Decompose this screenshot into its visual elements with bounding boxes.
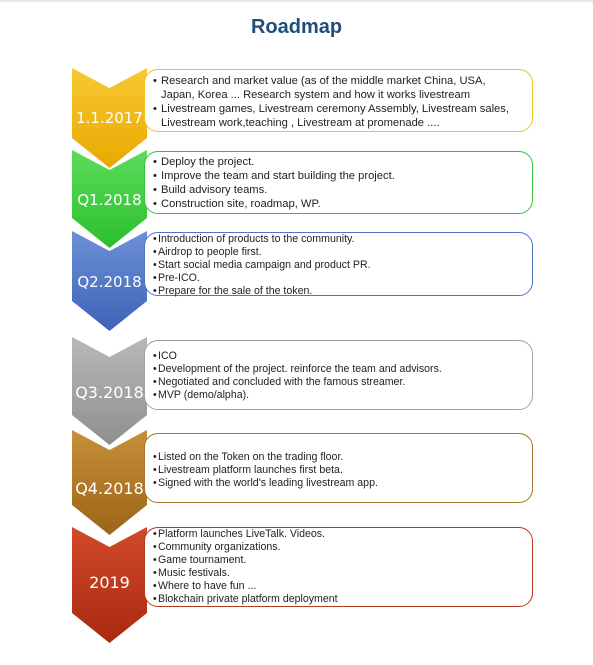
list-item: • Improve the team and start building the project. — [153, 169, 522, 183]
list-item: • Game tournament. — [153, 554, 522, 567]
stage-description-box — [144, 151, 533, 214]
list-item: • Build advisory teams. — [153, 183, 522, 197]
page-title: Roadmap — [250, 16, 343, 38]
stage-date-label: Q4.2018 — [75, 479, 144, 498]
stage-description-box — [144, 69, 533, 132]
stage-description-box — [144, 340, 533, 410]
stage-description-box — [144, 433, 533, 503]
list-item: • Signed with the world's leading livestream app. — [153, 477, 522, 490]
list-item: • Prepare for the sale of the token. — [153, 285, 522, 298]
list-item: • Negotiated and concluded with the famous streamer. — [153, 376, 522, 389]
list-item: • ICO — [153, 350, 522, 363]
list-item: • Livestream platform launches first beta. — [153, 464, 522, 477]
stage-date-label: 2019 — [89, 573, 130, 592]
stage-date-label: Q3.2018 — [75, 383, 144, 402]
list-item: • Research and market value (as of the middle market China, USA, Japan, Korea ... Research system and how it works livestream — [153, 74, 522, 102]
list-item: • Introduction of products to the community. — [153, 233, 522, 246]
stage-date-label: Q1.2018 — [77, 191, 142, 209]
stage-description-box — [144, 232, 533, 296]
list-item: • Deploy the project. — [153, 155, 522, 169]
list-item: • Construction site, roadmap, WP. — [153, 197, 522, 211]
list-item: • Blokchain private platform deployment — [153, 593, 522, 606]
list-item: • Airdrop to people first. — [153, 246, 522, 259]
roadmap-stage-q4-2018 — [0, 430, 593, 535]
list-item: • Platform launches LiveTalk. Videos. — [153, 528, 522, 541]
list-item: • Community organizations. — [153, 541, 522, 554]
list-item: • Start social media campaign and product PR. — [153, 259, 522, 272]
stage-description-box — [144, 527, 533, 607]
list-item: • Development of the project. reinforce the team and advisors. — [153, 363, 522, 376]
roadmap-stage-q2-2018 — [0, 231, 593, 331]
list-item: • Pre-ICO. — [153, 272, 522, 285]
roadmap-stage-q3-2018 — [0, 337, 593, 445]
stage-date-label: 1.1.2017 — [76, 109, 143, 127]
stage-date-label: Q2.2018 — [77, 273, 142, 291]
list-item: • MVP (demo/alpha). — [153, 389, 522, 402]
list-item: • Music festivals. — [153, 567, 522, 580]
roadmap-stage-2019 — [0, 527, 593, 643]
list-item: • Where to have fun ... — [153, 580, 522, 593]
list-item: • Listed on the Token on the trading floor. — [153, 451, 522, 464]
top-divider — [0, 0, 593, 2]
list-item: • Livestream games, Livestream ceremony Assembly, Livestream sales, Livestream work,teaching , Livestream at promenade .... — [153, 102, 522, 130]
